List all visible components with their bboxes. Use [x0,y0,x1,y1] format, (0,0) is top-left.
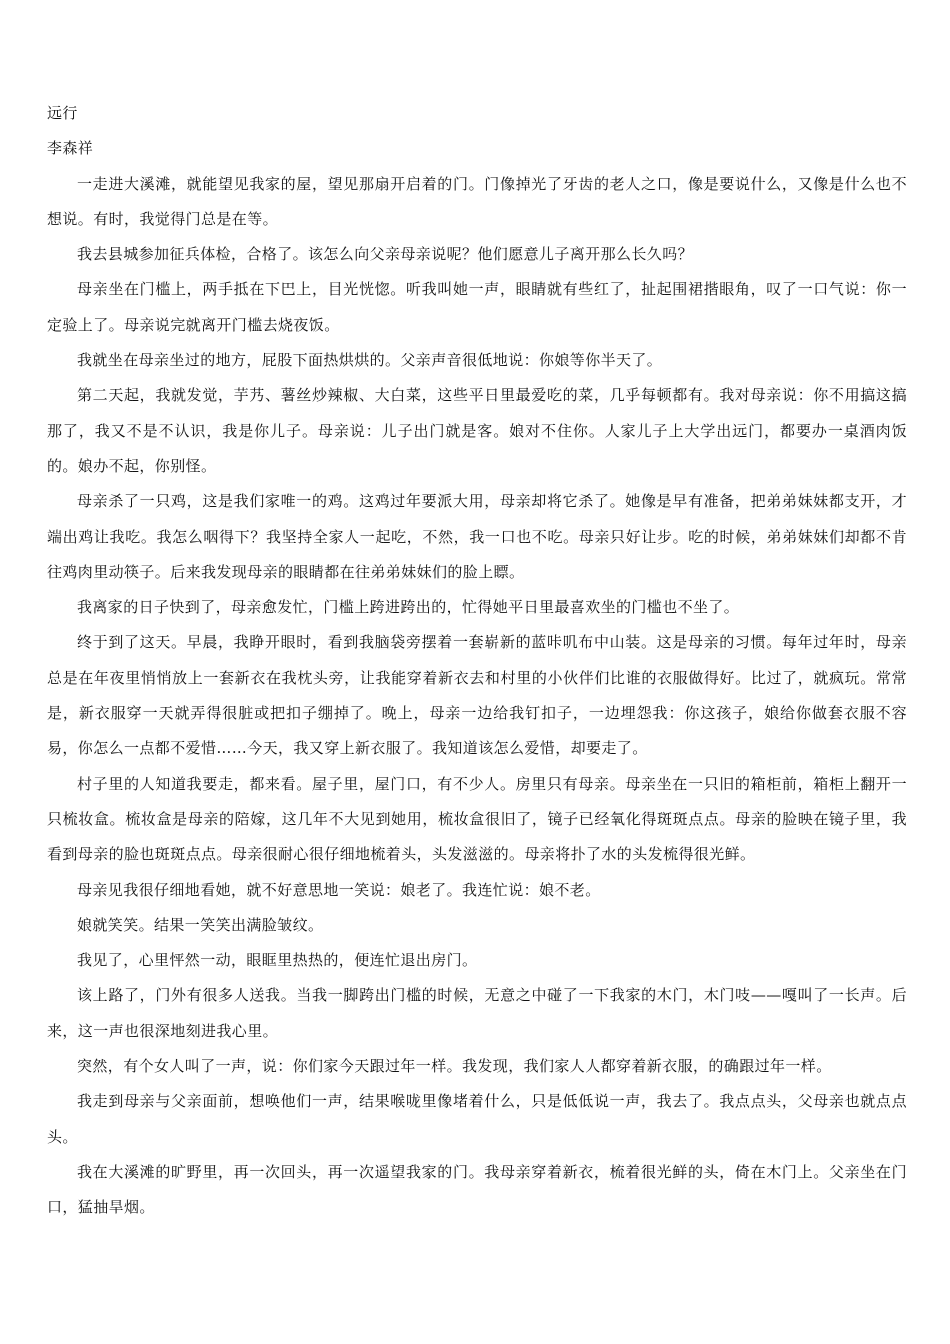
paragraph: 我见了，心里怦然一动，眼眶里热热的，便连忙退出房门。 [77,951,478,970]
paragraph: 村子里的人知道我要走，都来看。屋子里，屋门口，有不少人。房里只有母亲。母亲坐在一只旧的箱柜前，箱柜上翻开一只梳妆盒。梳妆盒是母亲的陪嫁，这几年不大见到她用，梳妆盒很旧了，镜子已经氧化得斑斑点点。母亲的脸映在镜子里，我看到母亲的脸也斑斑点点。母亲很耐心很仔细地梳着头，头发滋滋的。母亲将扑了水的头发梳得很光鲜。 [47,774,907,864]
article-author: 李森祥 [47,139,94,158]
paragraph: 母亲见我很仔细地看她，就不好意思地一笑说：娘老了。我连忙说：娘不老。 [77,880,601,899]
paragraph: 我走到母亲与父亲面前，想唤他们一声，结果喉咙里像堵着什么，只是低低说一声，我去了。我点点头，父母亲也就点点头。 [47,1092,907,1146]
paragraph: 我就坐在母亲坐过的地方，屁股下面热烘烘的。父亲声音很低地说：你娘等你半天了。 [77,351,663,370]
paragraph: 娘就笑笑。结果一笑笑出满脸皱纹。 [77,915,324,934]
paragraph: 一走进大溪滩，就能望见我家的屋，望见那扇开启着的门。门像掉光了牙齿的老人之口，像是要说什么，又像是什么也不想说。有时，我觉得门总是在等。 [47,174,907,228]
paragraph: 第二天起，我就发觉，芋艿、薯丝炒辣椒、大白菜，这些平日里最爱吃的菜，几乎每顿都有。我对母亲说：你不用搞这搞那了，我又不是不认识，我是你儿子。母亲说：儿子出门就是客。娘对不住你。人家儿子上大学出远门，都要办一桌酒肉饭的。娘办不起，你别怪。 [47,386,907,475]
paragraph: 我在大溪滩的旷野里，再一次回头，再一次遥望我家的门。我母亲穿着新衣，梳着很光鲜的头，倚在木门上。父亲坐在门口，猛抽旱烟。 [47,1162,907,1217]
article-title: 远行 [47,104,78,122]
paragraph: 终于到了这天。早晨，我睁开眼时，看到我脑袋旁摆着一套崭新的蓝咔叽布中山装。这是母亲的习惯。每年过年时，母亲总是在年夜里悄悄放上一套新衣在我枕头旁，让我能穿着新衣去和村里的小伙伴们比谁的衣服做得好。比过了，就疯玩。常常是，新衣服穿一天就弄得很脏或把扣子绷掉了。晚上，母亲一边给我钉扣子，一边埋怨我：你这孩子，娘给你做套衣服不容易，你怎么一点都不爱惜……今天，我又穿上新衣服了。我知道该怎么爱惜，却要走了。 [47,633,907,758]
article-body [47,167,907,1226]
document-page [47,96,907,1226]
paragraph: 我离家的日子快到了，母亲愈发忙，门槛上跨进跨出的，忙得她平日里最喜欢坐的门槛也不坐了。 [77,598,740,617]
paragraph: 我去县城参加征兵体检，合格了。该怎么向父亲母亲说呢？他们愿意儿子离开那么长久吗？ [77,245,694,264]
paragraph: 母亲坐在门槛上，两手抵在下巴上，目光恍惚。听我叫她一声，眼睛就有些红了，扯起围裙揩眼角，叹了一口气说：你一定验上了。母亲说完就离开门槛去烧夜饭。 [47,280,907,334]
paragraph: 母亲杀了一只鸡，这是我们家唯一的鸡。这鸡过年要派大用，母亲却将它杀了。她像是早有准备，把弟弟妹妹都支开，才端出鸡让我吃。我怎么咽得下？我坚持全家人一起吃，不然，我一口也不吃。母亲只好让步。吃的时候，弟弟妹妹们却都不肯往鸡肉里动筷子。后来我发现母亲的眼睛都在往弟弟妹妹们的脸上瞟。 [47,492,907,581]
paragraph: 突然，有个女人叫了一声，说：你们家今天跟过年一样。我发现，我们家人人都穿着新衣服，的确跟过年一样。 [77,1057,832,1076]
paragraph: 该上路了，门外有很多人送我。当我一脚跨出门槛的时候，无意之中碰了一下我家的木门，木门吱——嘎叫了一长声。后来，这一声也很深地刻进我心里。 [47,986,907,1040]
